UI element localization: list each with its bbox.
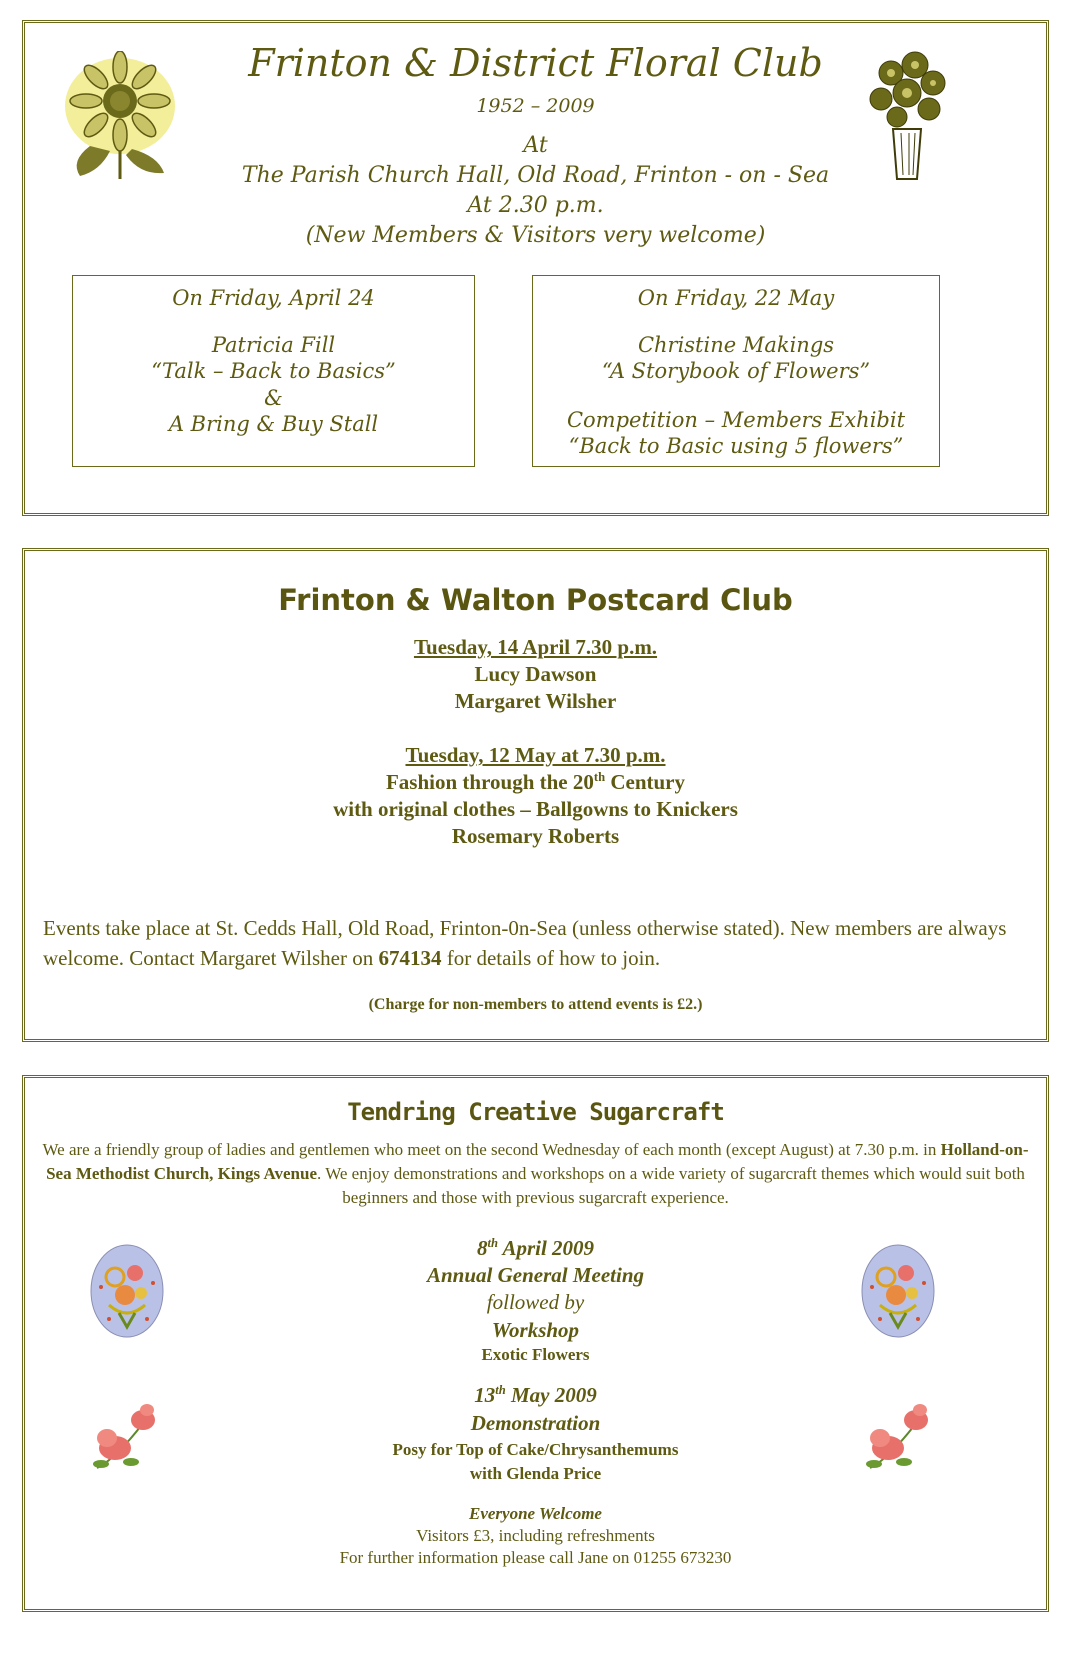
floral-event-may <box>532 275 940 467</box>
intro-text: We are a friendly group of ladies and gentlemen who meet on the second Wednesday of each month (except August) at 7.30 p.m. in <box>42 1140 941 1159</box>
floral-event-april <box>72 275 475 467</box>
floral-club-title: Frinton & District Floral Club <box>248 41 823 85</box>
line1-sup: th <box>593 770 606 784</box>
intro-tail: . We enjoy demonstrations and workshops on a wide variety of sugarcraft themes which would suit both beginners and those with previous sugarcraft experience. <box>317 1164 1025 1207</box>
postcard-club-panel <box>22 548 1049 1042</box>
para-tail: for details of how to join. <box>441 946 661 970</box>
postcard-info-paragraph <box>43 913 1026 973</box>
sugarcraft-event2-with: with Glenda Price <box>469 1464 602 1483</box>
floral-club-panel <box>22 20 1049 516</box>
postcard-event2-line3: Rosemary Roberts <box>451 824 620 848</box>
floral-venue: The Parish Church Hall, Old Road, Frinton - on - Sea <box>241 163 830 188</box>
postcard-club-title: Frinton & Walton Postcard Club <box>278 583 793 617</box>
event-extra: A Bring & Buy Stall <box>168 412 379 436</box>
date-sup: th <box>495 1383 506 1397</box>
date-day: 13 <box>474 1383 496 1407</box>
event-theme: “Back to Basic using 5 flowers” <box>568 434 904 458</box>
event-speaker: Christine Makings <box>637 333 835 357</box>
sugarcraft-event1-title: Annual General Meeting <box>426 1263 645 1287</box>
contact-phone: 674134 <box>378 946 442 970</box>
sugarcraft-event2-topic: Posy for Top of Cake/Chrysanthemums <box>392 1440 679 1459</box>
intro-venue: Holland-on-Sea Methodist Church, Kings Avenue <box>46 1140 1029 1183</box>
floral-welcome: (New Members & Visitors very welcome) <box>305 223 766 248</box>
postcard-event2-line1 <box>25 770 1046 795</box>
sugarcraft-title: Tendring Creative Sugarcraft <box>347 1098 724 1126</box>
event-speaker: Patricia Fill <box>211 333 336 357</box>
date-rest: April 2009 <box>497 1236 595 1260</box>
sugarcraft-event1-date <box>25 1236 1046 1261</box>
postcard-event2-date: Tuesday, 12 May at 7.30 p.m. <box>405 743 666 767</box>
event-talk: “A Storybook of Flowers” <box>601 359 871 383</box>
sugarcraft-panel <box>22 1075 1049 1612</box>
event-amp: & <box>264 386 283 410</box>
postcard-charge-note: (Charge for non-members to attend events is £2.) <box>368 996 703 1013</box>
sugarcraft-event1-workshop: Workshop <box>491 1318 580 1342</box>
event-date: On Friday, 22 May <box>637 286 835 310</box>
sugarcraft-event2-date <box>25 1383 1046 1408</box>
floral-at: At <box>523 133 548 158</box>
event-competition: Competition – Members Exhibit <box>566 408 906 432</box>
sugarcraft-event1-followed: followed by <box>486 1290 585 1314</box>
postcard-event1-name2: Margaret Wilsher <box>454 689 617 713</box>
sugarcraft-contact: For further information please call Jane on 01255 673230 <box>339 1548 732 1567</box>
sugarcraft-event1-topic: Exotic Flowers <box>481 1345 590 1364</box>
line1-tail: Century <box>605 770 686 794</box>
para-text: Events take place at St. Cedds Hall, Old Road, Frinton-0n-Sea (unless otherwise stated). New members are always welcome. Contact Margaret Wilsher on <box>43 916 1007 970</box>
line1-text: Fashion through the 20 <box>385 770 594 794</box>
date-day: 8 <box>476 1236 488 1260</box>
sugarcraft-visitors: Visitors £3, including refreshments <box>416 1526 655 1545</box>
sugarcraft-event2-title: Demonstration <box>470 1411 601 1435</box>
floral-club-years: 1952 – 2009 <box>476 95 595 117</box>
postcard-event1-date: Tuesday, 14 April 7.30 p.m. <box>413 635 658 659</box>
date-rest: May 2009 <box>505 1383 597 1407</box>
postcard-event1-name1: Lucy Dawson <box>474 662 597 686</box>
date-sup: th <box>487 1236 498 1250</box>
event-date: On Friday, April 24 <box>172 286 375 310</box>
sugarcraft-intro <box>40 1138 1031 1210</box>
sugarcraft-everyone-welcome: Everyone Welcome <box>469 1504 602 1523</box>
postcard-event2-line2: with original clothes – Ballgowns to Knickers <box>333 797 738 821</box>
event-talk: “Talk – Back to Basics” <box>151 359 396 383</box>
floral-time: At 2.30 p.m. <box>467 193 604 218</box>
